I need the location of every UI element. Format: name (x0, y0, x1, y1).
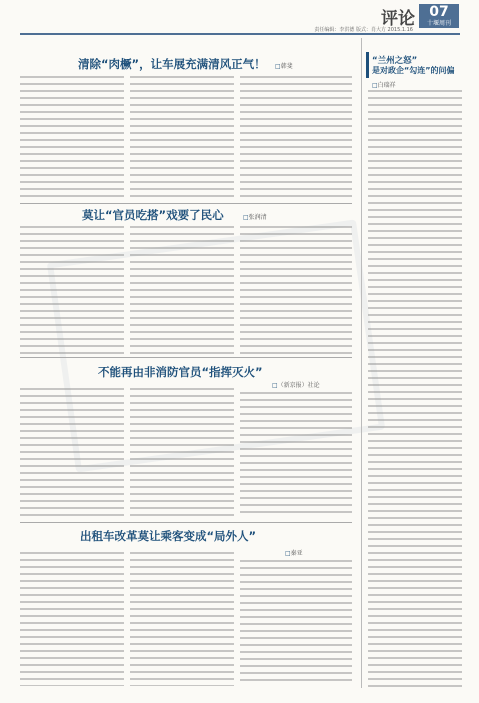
divider (20, 357, 352, 358)
article-1-byline (275, 61, 293, 70)
top-rule (20, 33, 460, 35)
article-4-column-1 (20, 552, 124, 686)
article-4-headline: 出租车改革莫让乘客变成“局外人” (80, 529, 257, 543)
sidebar-byline (372, 80, 396, 89)
article-2-column-1 (20, 226, 124, 354)
article-1-headline: 清除“肉橛”，让车展充满清风正气！ (78, 57, 266, 71)
byline-author: 韩斐 (280, 63, 293, 70)
byline-author: （新京报）社论 (277, 382, 320, 389)
article-3-headline: 不能再由非消防官员“指挥灭火” (98, 365, 263, 379)
article-1-column-1 (20, 76, 124, 200)
article-2-headline: 莫让“官员吃搭”戏要了民心 (82, 208, 224, 222)
byline-mark: □ (272, 382, 278, 389)
masthead (0, 0, 479, 36)
edition-name: 十堰周刊 (426, 20, 451, 27)
sidebar-headline-line1: “兰州之怒” (372, 56, 418, 66)
article-3-byline (272, 380, 320, 389)
byline-mark: □ (372, 82, 378, 89)
byline-mark: □ (243, 214, 249, 221)
divider (20, 203, 352, 204)
byline-author: 白瑞祥 (377, 82, 396, 89)
divider (20, 522, 352, 523)
page-number-badge (419, 4, 459, 28)
article-4-byline (285, 548, 303, 557)
byline-mark: □ (285, 550, 291, 557)
sidebar-headline-line2: 是对政企“勾连”的问偏 (372, 66, 455, 75)
article-3-column-2 (130, 388, 234, 518)
article-3-column-1 (20, 388, 124, 518)
article-4-column-2 (130, 552, 234, 686)
sidebar-text (368, 90, 462, 688)
byline-mark: □ (275, 63, 281, 70)
column-rule (361, 38, 362, 688)
byline-author: 秦亚 (290, 550, 303, 557)
article-2-column-3 (240, 226, 352, 354)
byline-author: 张润清 (248, 214, 267, 221)
article-1-column-2 (130, 76, 234, 200)
editors-line: 责任编辑：李洪德 版式：肖大方 2015.1.16 (314, 27, 413, 33)
page-number: 07 (429, 4, 449, 20)
article-2-byline (243, 212, 267, 221)
section-title: 评论 (381, 9, 415, 29)
article-4-column-3 (240, 560, 352, 686)
article-3-column-3 (240, 392, 352, 518)
article-2-column-2 (130, 226, 234, 354)
article-1-column-3 (240, 76, 352, 200)
